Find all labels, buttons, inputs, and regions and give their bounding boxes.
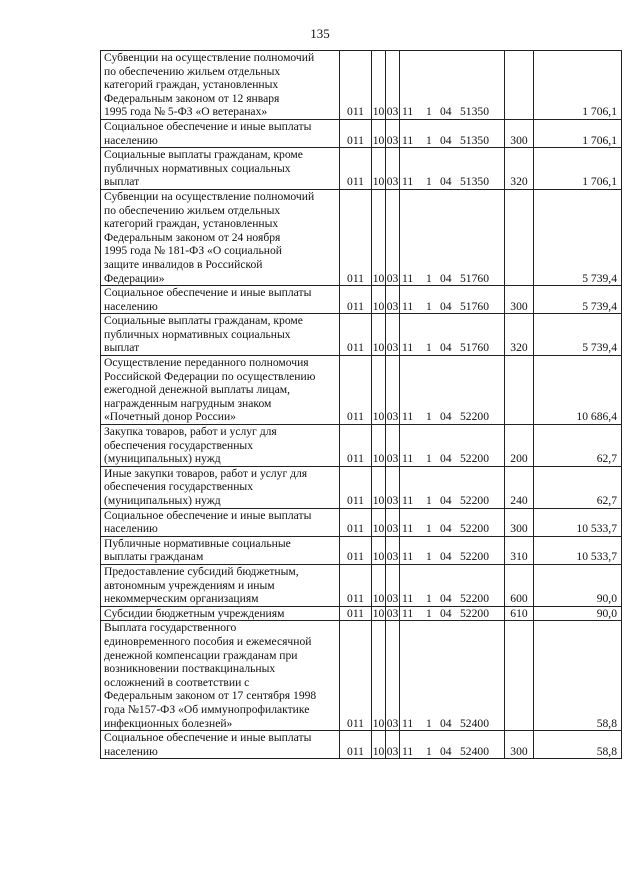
ministry-code-cell: 011: [340, 536, 372, 564]
amount-cell: 10 686,4: [534, 356, 622, 425]
section-code-cell: 10: [372, 425, 386, 467]
subsection-code-cell: 03: [386, 119, 400, 147]
table-row: [101, 621, 622, 731]
target-article-part: 04: [440, 299, 452, 313]
expense-name-cell: [101, 189, 340, 285]
section-code-cell: 10: [372, 731, 386, 759]
section-code-cell: 10: [372, 189, 386, 285]
target-article-part: 04: [440, 522, 452, 536]
target-article-part: 11: [402, 592, 414, 606]
table-row: [101, 314, 622, 356]
target-article-cell: [400, 536, 505, 564]
expense-name-text: Предоставление субсидий бюджетным, автономным учреждениям и иным некоммерческим организациям: [104, 564, 299, 606]
target-article-part: 1: [426, 105, 432, 119]
ministry-code-cell: 011: [340, 148, 372, 190]
subsection-code-cell: 03: [386, 51, 400, 120]
expense-name-text: Закупка товаров, работ и услуг для обеспечения государственных (муниципальных) нужд: [104, 425, 277, 466]
target-article-part: 1: [426, 744, 432, 758]
target-article-cell: [400, 51, 505, 120]
target-article-part: 52200: [460, 606, 489, 620]
table-row: [101, 606, 622, 621]
target-article-cell: [400, 606, 505, 621]
target-article-part: 11: [402, 494, 414, 507]
expense-name-text: Субвенции на осуществление полномочий по обеспечению жильем отдельных категорий граждан, установленных Федеральным законом от 24 ноября 1995 года № 181-ФЗ «О социальной защите инвалидов в Российской Федерации»: [104, 189, 315, 285]
subsection-code-cell: 03: [386, 731, 400, 759]
target-article-part: 52400: [460, 716, 489, 730]
target-article-cell: [400, 508, 505, 536]
target-article-part: 11: [402, 550, 414, 564]
table-row: [101, 119, 622, 147]
target-article-part: 51350: [460, 133, 489, 147]
budget-table-body: [101, 51, 622, 759]
subsection-code-cell: 03: [386, 564, 400, 606]
target-article-part: 04: [440, 606, 452, 620]
target-article-part: 04: [440, 133, 452, 147]
target-article-cell: [400, 425, 505, 467]
expense-name-text: Социальное обеспечение и иные выплаты населению: [104, 508, 312, 536]
target-article-part: 1: [426, 716, 432, 730]
section-code-cell: 10: [372, 564, 386, 606]
subsection-code-cell: 03: [386, 466, 400, 508]
section-code-cell: 10: [372, 119, 386, 147]
expense-type-cell: [505, 51, 534, 120]
expense-type-cell: [505, 189, 534, 285]
section-code-cell: 10: [372, 621, 386, 731]
target-article-part: 1: [426, 341, 432, 355]
target-article-part: 11: [402, 744, 414, 758]
target-article-part: 11: [402, 341, 414, 355]
ministry-code-cell: 011: [340, 119, 372, 147]
target-article-part: 1: [426, 299, 432, 313]
ministry-code-cell: 011: [340, 425, 372, 467]
ministry-code-cell: 011: [340, 731, 372, 759]
amount-cell: 90,0: [534, 606, 622, 621]
target-article-part: 51350: [460, 105, 489, 119]
target-article-cell: [400, 356, 505, 425]
target-article-part: 51760: [460, 341, 489, 355]
target-article-part: 1: [426, 271, 432, 285]
target-article-part: 51350: [460, 175, 489, 189]
target-article-part: 52200: [460, 452, 489, 466]
amount-cell: 1 706,1: [534, 51, 622, 120]
expense-type-cell: [505, 621, 534, 731]
target-article-part: 1: [426, 592, 432, 606]
target-article-part: 11: [402, 175, 414, 189]
expense-name-cell: [101, 356, 340, 425]
expense-name-cell: [101, 148, 340, 190]
target-article-part: 04: [440, 175, 452, 189]
ministry-code-cell: 011: [340, 564, 372, 606]
ministry-code-cell: 011: [340, 189, 372, 285]
ministry-code-cell: 011: [340, 51, 372, 120]
target-article-cell: [400, 466, 505, 508]
amount-cell: 58,8: [534, 621, 622, 731]
target-article-part: 11: [402, 522, 414, 536]
target-article-part: 1: [426, 175, 432, 189]
amount-cell: 5 739,4: [534, 189, 622, 285]
table-row: [101, 564, 622, 606]
table-row: [101, 731, 622, 759]
table-row: [101, 508, 622, 536]
section-code-cell: 10: [372, 606, 385, 620]
amount-cell: 10 533,7: [534, 508, 622, 536]
target-article-part: 1: [426, 410, 432, 424]
target-article-part: 52200: [460, 522, 489, 536]
expense-type-cell: 200: [505, 425, 534, 467]
target-article-part: 52200: [460, 494, 489, 507]
target-article-part: 1: [426, 522, 432, 536]
target-article-part: 04: [440, 271, 452, 285]
expense-type-cell: 300: [505, 286, 534, 314]
expense-name-cell: [101, 314, 340, 356]
expense-type-cell: 240: [505, 466, 534, 508]
expense-name-cell: [101, 621, 340, 731]
target-article-part: 04: [440, 341, 452, 355]
target-article-part: 04: [440, 550, 452, 564]
target-article-cell: [400, 314, 505, 356]
expense-name-cell: [101, 425, 340, 467]
section-code-cell: 10: [372, 51, 386, 120]
table-row: [101, 189, 622, 285]
subsection-code-cell: 03: [386, 425, 400, 467]
target-article-part: 11: [402, 410, 414, 424]
table-row: [101, 148, 622, 190]
section-code-cell: 10: [372, 286, 386, 314]
expense-name-cell: [101, 508, 340, 536]
expense-type-cell: 320: [505, 148, 534, 190]
target-article-part: 51760: [460, 271, 489, 285]
amount-cell: 5 739,4: [534, 286, 622, 314]
subsection-code-cell: 03: [386, 286, 400, 314]
ministry-code-cell: 011: [340, 356, 372, 425]
section-code-cell: 10: [372, 508, 386, 536]
target-article-part: 11: [402, 105, 414, 119]
target-article-part: 04: [440, 452, 452, 466]
target-article-part: 04: [440, 592, 452, 606]
target-article-part: 11: [402, 133, 414, 147]
expense-name-text: Субсидии бюджетным учреждениям: [104, 606, 285, 620]
expense-name-text: Субвенции на осуществление полномочий по обеспечению жильем отдельных категорий граждан, установленных Федеральным законом от 12 января 1995 года № 5-ФЗ «О ветеранах»: [104, 51, 315, 119]
target-article-part: 1: [426, 606, 432, 620]
expense-name-cell: [101, 564, 340, 606]
expense-name-text: Иные закупки товаров, работ и услуг для обеспечения государственных (муниципальных) нужд: [104, 466, 308, 507]
section-code-cell: 10: [372, 148, 386, 190]
target-article-part: 04: [440, 716, 452, 730]
ministry-code-cell: 011: [340, 621, 372, 731]
target-article-part: 1: [426, 133, 432, 147]
expense-name-text: Осуществление переданного полномочия Российской Федерации по осуществлению ежегодной денежной выплаты лицам, награжденным нагрудным знаком «Почетный донор России»: [104, 356, 316, 424]
subsection-code-cell: 03: [386, 508, 400, 536]
expense-type-cell: 300: [505, 731, 534, 759]
subsection-code-cell: 03: [386, 606, 399, 620]
ministry-code-cell: 011: [340, 286, 372, 314]
amount-cell: 58,8: [534, 731, 622, 759]
target-article-part: 1: [426, 550, 432, 564]
expense-name-text: Социальное обеспечение и иные выплаты населению: [104, 119, 312, 147]
target-article-part: 1: [426, 452, 432, 466]
target-article-cell: [400, 286, 505, 314]
amount-cell: 5 739,4: [534, 314, 622, 356]
amount-cell: 62,7: [534, 466, 622, 508]
page-number: 135: [310, 26, 330, 41]
expense-name-text: Публичные нормативные социальные выплаты гражданам: [104, 536, 291, 564]
expense-name-text: Социальное обеспечение и иные выплаты населению: [104, 731, 312, 758]
expense-type-cell: 320: [505, 314, 534, 356]
target-article-part: 11: [402, 606, 414, 620]
target-article-part: 52200: [460, 592, 489, 606]
expense-name-cell: [101, 286, 340, 314]
subsection-code-cell: 03: [386, 148, 400, 190]
expense-name-text: Социальные выплаты гражданам, кроме публичных нормативных социальных выплат: [104, 314, 303, 355]
target-article-part: 1: [426, 494, 432, 507]
expense-name-cell: [101, 606, 340, 621]
amount-cell: 90,0: [534, 564, 622, 606]
ministry-code-cell: 011: [340, 466, 372, 508]
target-article-part: 11: [402, 452, 414, 466]
ministry-code-cell: 011: [340, 508, 372, 536]
subsection-code-cell: 03: [386, 189, 400, 285]
section-code-cell: 10: [372, 466, 386, 508]
budget-table: [100, 50, 622, 759]
target-article-part: 04: [440, 494, 452, 507]
subsection-code-cell: 03: [386, 621, 400, 731]
amount-cell: 10 533,7: [534, 536, 622, 564]
target-article-part: 04: [440, 410, 452, 424]
expense-type-cell: 600: [505, 564, 534, 606]
table-row: [101, 51, 622, 120]
table-row: [101, 466, 622, 508]
target-article-cell: [400, 564, 505, 606]
target-article-part: 51760: [460, 299, 489, 313]
target-article-part: 52200: [460, 550, 489, 564]
target-article-cell: [400, 148, 505, 190]
target-article-cell: [400, 189, 505, 285]
target-article-part: 52200: [460, 410, 489, 424]
expense-type-cell: [505, 356, 534, 425]
target-article-cell: [400, 119, 505, 147]
section-code-cell: 10: [372, 314, 386, 356]
section-code-cell: 10: [372, 356, 386, 425]
section-code-cell: 10: [372, 536, 386, 564]
amount-cell: 1 706,1: [534, 119, 622, 147]
target-article-part: 52400: [460, 744, 489, 758]
table-row: [101, 356, 622, 425]
target-article-part: 11: [402, 299, 414, 313]
target-article-part: 04: [440, 744, 452, 758]
expense-type-cell: 610: [505, 606, 534, 621]
expense-name-cell: [101, 466, 340, 508]
subsection-code-cell: 03: [386, 356, 400, 425]
ministry-code-cell: 011: [340, 314, 372, 356]
expense-name-cell: [101, 731, 340, 759]
expense-type-cell: 300: [505, 508, 534, 536]
table-row: [101, 536, 622, 564]
expense-name-cell: [101, 51, 340, 120]
target-article-cell: [400, 621, 505, 731]
expense-name-cell: [101, 119, 340, 147]
subsection-code-cell: 03: [386, 536, 400, 564]
table-row: [101, 286, 622, 314]
ministry-code-cell: 011: [340, 606, 372, 621]
target-article-part: 11: [402, 716, 414, 730]
expense-type-cell: 310: [505, 536, 534, 564]
target-article-cell: [400, 731, 505, 759]
expense-name-text: Социальное обеспечение и иные выплаты населению: [104, 286, 312, 313]
amount-cell: 1 706,1: [534, 148, 622, 190]
expense-name-text: Выплата государственного единовременного пособия и ежемесячной денежной компенсации гражданам при возникновении поствакцинальных осложнений в соответствии с Федеральным законом от 17 сентября 1998 года №157-ФЗ «Об иммунопрофилактике инфекционных болезней»: [104, 621, 317, 730]
target-article-part: 11: [402, 271, 414, 285]
expense-name-text: Социальные выплаты гражданам, кроме публичных нормативных социальных выплат: [104, 148, 303, 189]
amount-cell: 62,7: [534, 425, 622, 467]
expense-name-cell: [101, 536, 340, 564]
table-row: [101, 425, 622, 467]
target-article-part: 04: [440, 105, 452, 119]
subsection-code-cell: 03: [386, 314, 400, 356]
expense-type-cell: 300: [505, 119, 534, 147]
